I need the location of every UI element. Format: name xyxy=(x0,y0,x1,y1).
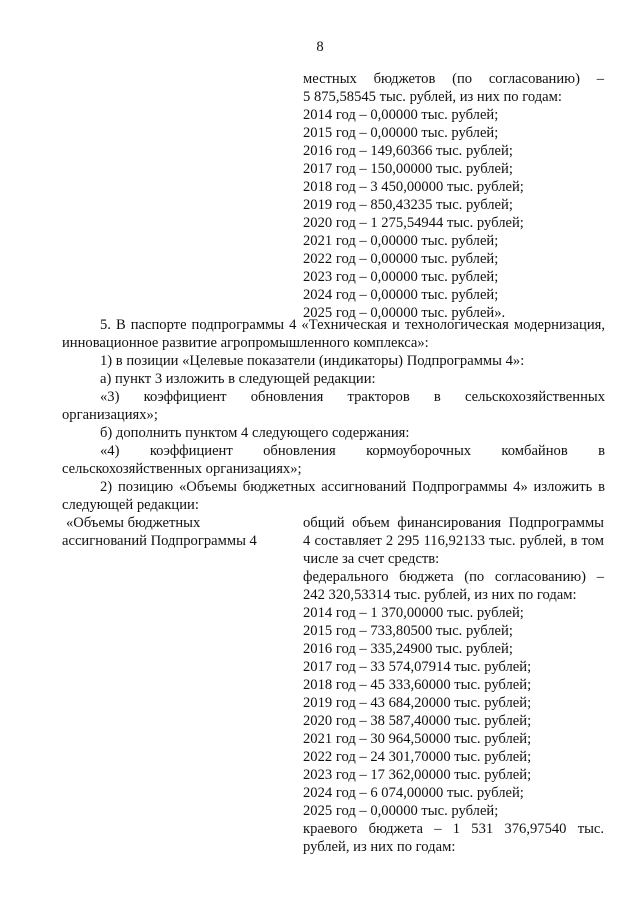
text-line: 2024 год – 6 074,00000 тыс. рублей; xyxy=(303,785,524,801)
text-line: рублей, из них по годам: xyxy=(303,839,456,855)
text-line: 2016 год – 335,24900 тыс. рублей; xyxy=(303,641,513,657)
text-line: 2025 год – 0,00000 тыс. рублей; xyxy=(303,803,499,819)
passport-label-line-2: ассигнований Подпрограммы 4 xyxy=(62,533,257,549)
text-line: федерального бюджета (по согласованию) – xyxy=(303,569,604,585)
text-line: 2018 год – 45 333,60000 тыс. рублей; xyxy=(303,677,532,693)
text-line: 2014 год – 0,00000 тыс. рублей; xyxy=(303,107,499,123)
text-line: 2020 год – 1 275,54944 тыс. рублей; xyxy=(303,215,524,231)
text-line: 2015 год – 0,00000 тыс. рублей; xyxy=(303,125,499,141)
text-line: краевого бюджета – 1 531 376,97540 тыс. xyxy=(303,821,604,837)
paragraph-5-line-1: 5. В паспорте подпрограммы 4 «Техническая и технологическая модернизация, xyxy=(100,317,605,333)
item-4-line-2: сельскохозяйственных организациях»; xyxy=(62,461,302,477)
page-number: 8 xyxy=(316,39,324,55)
text-line: 2023 год – 0,00000 тыс. рублей; xyxy=(303,269,499,285)
item-3-line-1: «3) коэффициент обновления тракторов в сельскохозяйственных xyxy=(100,389,605,405)
item-2-line-1: 2) позицию «Объемы бюджетных ассигнований Подпрограммы 4» изложить в xyxy=(100,479,605,495)
text-line: местных бюджетов (по согласованию) – xyxy=(303,71,604,87)
item-2-line-2: следующей редакции: xyxy=(62,497,199,513)
item-4-line-1: «4) коэффициент обновления кормоуборочных комбайнов в xyxy=(100,443,605,459)
text-line: 2019 год – 43 684,20000 тыс. рублей; xyxy=(303,695,532,711)
text-line: 2015 год – 733,80500 тыс. рублей; xyxy=(303,623,513,639)
paragraph-5-line-2: инновационное развитие агропромышленного комплекса»: xyxy=(62,335,429,351)
text-line: 242 320,53314 тыс. рублей, из них по годам: xyxy=(303,587,577,603)
text-line: 2022 год – 24 301,70000 тыс. рублей; xyxy=(303,749,532,765)
item-1: 1) в позиции «Целевые показатели (индикаторы) Подпрограммы 4»: xyxy=(100,353,525,369)
text-line: 2019 год – 850,43235 тыс. рублей; xyxy=(303,197,513,213)
item-3-line-2: организациях»; xyxy=(62,407,158,423)
text-line: 2021 год – 0,00000 тыс. рублей; xyxy=(303,233,499,249)
text-line: 2014 год – 1 370,00000 тыс. рублей; xyxy=(303,605,524,621)
text-line: 2017 год – 150,00000 тыс. рублей; xyxy=(303,161,513,177)
text-line: 2016 год – 149,60366 тыс. рублей; xyxy=(303,143,513,159)
text-line: 2017 год – 33 574,07914 тыс. рублей; xyxy=(303,659,532,675)
text-line: 2024 год – 0,00000 тыс. рублей; xyxy=(303,287,499,303)
passport-label-line-1: «Объемы бюджетных xyxy=(66,515,201,531)
item-b: б) дополнить пунктом 4 следующего содержания: xyxy=(100,425,410,441)
text-line: 4 составляет 2 295 116,92133 тыс. рублей, в том xyxy=(303,533,604,549)
text-line: 5 875,58545 тыс. рублей, из них по годам: xyxy=(303,89,562,105)
text-line: 2023 год – 17 362,00000 тыс. рублей; xyxy=(303,767,532,783)
text-line: 2021 год – 30 964,50000 тыс. рублей; xyxy=(303,731,532,747)
text-line: общий объем финансирования Подпрограммы xyxy=(303,515,604,531)
text-line: 2020 год – 38 587,40000 тыс. рублей; xyxy=(303,713,532,729)
text-line: 2018 год – 3 450,00000 тыс. рублей; xyxy=(303,179,524,195)
text-line: числе за счет средств: xyxy=(303,551,440,567)
item-a: а) пункт 3 изложить в следующей редакции: xyxy=(100,371,376,387)
text-line: 2025 год – 0,00000 тыс. рублей». xyxy=(303,305,506,321)
text-line: 2022 год – 0,00000 тыс. рублей; xyxy=(303,251,499,267)
